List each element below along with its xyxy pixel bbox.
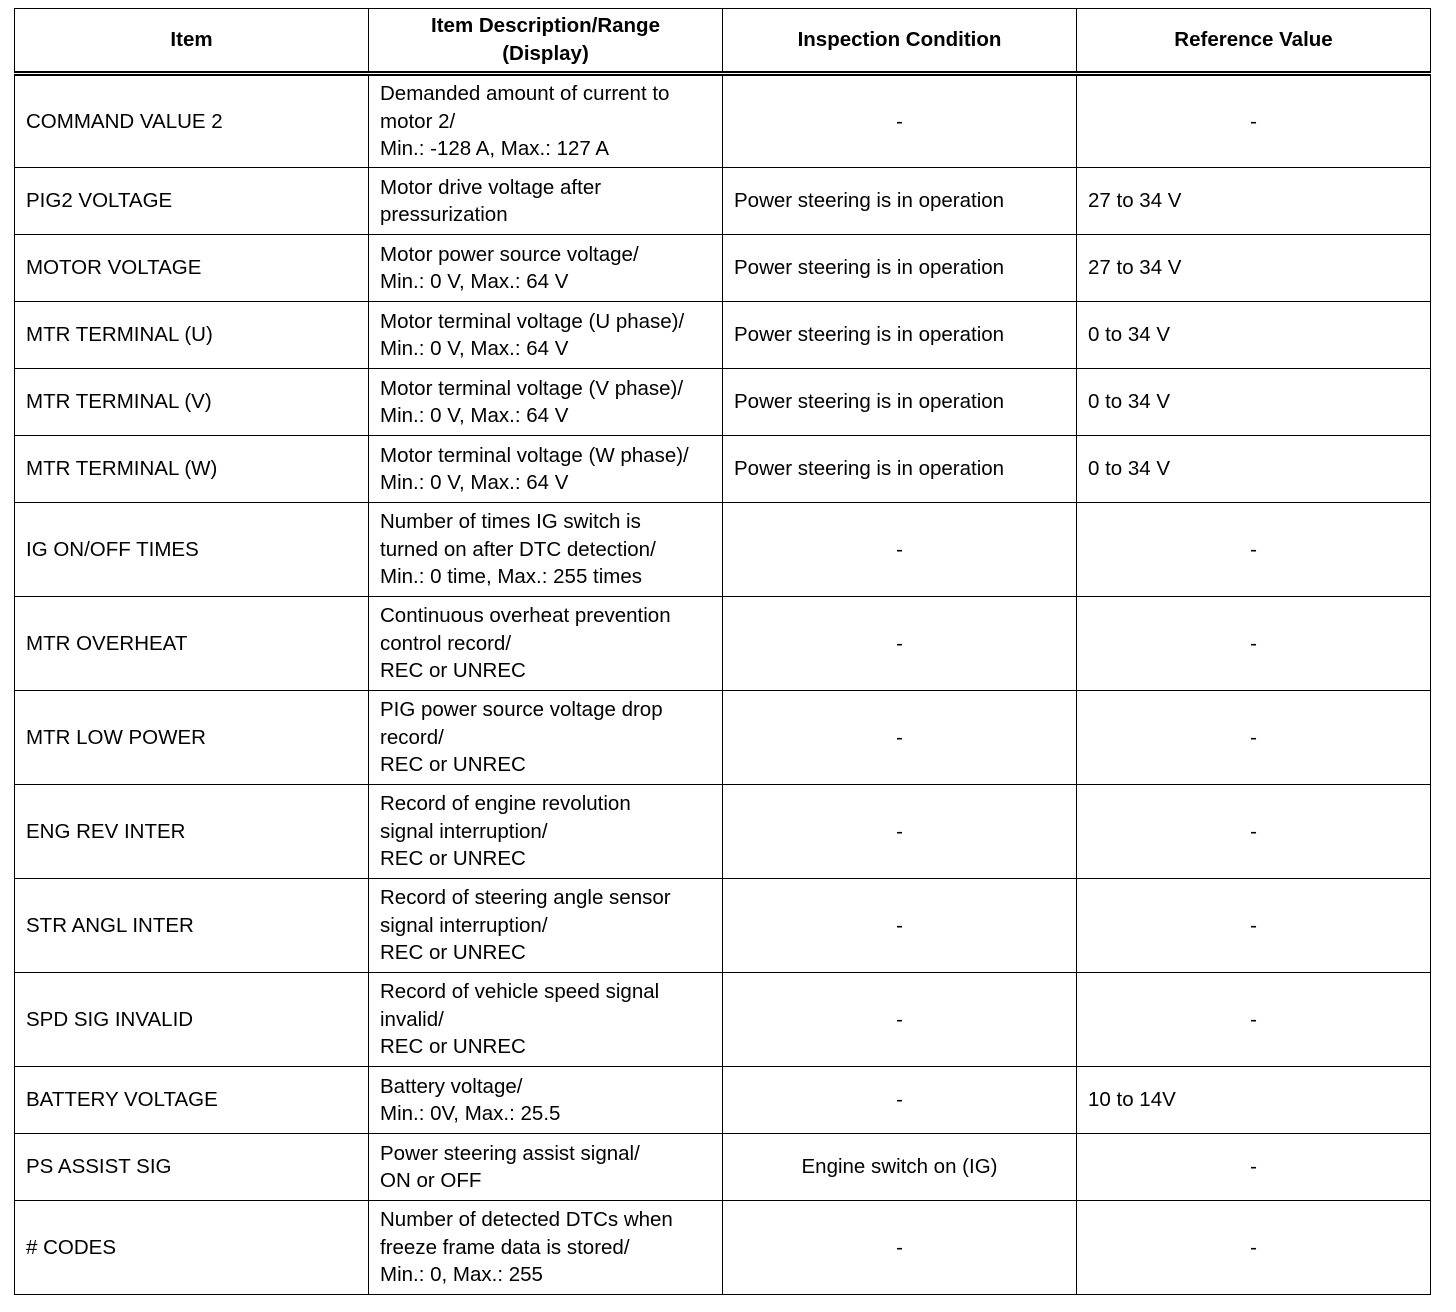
cell-description: Record of steering angle sensor signal interruption/ REC or UNREC [369, 879, 723, 973]
table-row [15, 302, 1431, 369]
cell-item: MTR TERMINAL (V) [15, 369, 369, 436]
table-row [15, 691, 1431, 785]
cell-reference: - [1077, 597, 1431, 691]
cell-reference: - [1077, 1201, 1431, 1295]
cell-reference: - [1077, 785, 1431, 879]
cell-description: Continuous overheat prevention control record/ REC or UNREC [369, 597, 723, 691]
header-reference: Reference Value [1077, 9, 1431, 74]
cell-condition: Engine switch on (IG) [723, 1134, 1077, 1201]
table-row [15, 235, 1431, 302]
cell-reference: - [1077, 74, 1431, 168]
cell-condition: Power steering is in operation [723, 369, 1077, 436]
cell-description: Motor drive voltage after pressurization [369, 168, 723, 235]
cell-condition: Power steering is in operation [723, 302, 1077, 369]
table-row [15, 74, 1431, 168]
cell-condition: - [723, 1201, 1077, 1295]
cell-reference: - [1077, 1134, 1431, 1201]
cell-condition: Power steering is in operation [723, 436, 1077, 503]
cell-item: SPD SIG INVALID [15, 973, 369, 1067]
cell-condition: - [723, 785, 1077, 879]
cell-reference: 0 to 34 V [1077, 369, 1431, 436]
cell-item: MTR TERMINAL (W) [15, 436, 369, 503]
cell-item: MTR LOW POWER [15, 691, 369, 785]
cell-description: PIG power source voltage drop record/ REC or UNREC [369, 691, 723, 785]
cell-description: Number of detected DTCs when freeze frame data is stored/ Min.: 0, Max.: 255 [369, 1201, 723, 1295]
cell-condition: - [723, 597, 1077, 691]
cell-description: Battery voltage/ Min.: 0V, Max.: 25.5 [369, 1067, 723, 1134]
cell-condition: Power steering is in operation [723, 235, 1077, 302]
table-row [15, 1134, 1431, 1201]
cell-description: Motor power source voltage/ Min.: 0 V, Max.: 64 V [369, 235, 723, 302]
cell-reference: - [1077, 973, 1431, 1067]
cell-description: Power steering assist signal/ ON or OFF [369, 1134, 723, 1201]
cell-condition: - [723, 691, 1077, 785]
table-row [15, 597, 1431, 691]
header-item: Item [15, 9, 369, 74]
cell-reference: - [1077, 879, 1431, 973]
cell-condition: - [723, 973, 1077, 1067]
cell-item: STR ANGL INTER [15, 879, 369, 973]
cell-description: Record of vehicle speed signal invalid/ REC or UNREC [369, 973, 723, 1067]
table-row [15, 785, 1431, 879]
cell-item: PIG2 VOLTAGE [15, 168, 369, 235]
table-row [15, 973, 1431, 1067]
cell-reference: 27 to 34 V [1077, 168, 1431, 235]
cell-reference: 27 to 34 V [1077, 235, 1431, 302]
cell-description: Number of times IG switch is turned on after DTC detection/ Min.: 0 time, Max.: 255 times [369, 503, 723, 597]
table-row [15, 168, 1431, 235]
header-row [15, 9, 1431, 74]
cell-item: COMMAND VALUE 2 [15, 74, 369, 168]
table-row [15, 879, 1431, 973]
cell-item: ENG REV INTER [15, 785, 369, 879]
cell-item: IG ON/OFF TIMES [15, 503, 369, 597]
cell-condition: - [723, 1067, 1077, 1134]
cell-reference: 10 to 14V [1077, 1067, 1431, 1134]
table-row [15, 369, 1431, 436]
cell-reference: 0 to 34 V [1077, 302, 1431, 369]
cell-description: Motor terminal voltage (U phase)/ Min.: 0 V, Max.: 64 V [369, 302, 723, 369]
table-header [15, 9, 1431, 74]
cell-description: Record of engine revolution signal interruption/ REC or UNREC [369, 785, 723, 879]
cell-reference: - [1077, 503, 1431, 597]
header-description: Item Description/Range (Display) [369, 9, 723, 74]
table-body [15, 74, 1431, 1295]
cell-reference: - [1077, 691, 1431, 785]
cell-description: Motor terminal voltage (V phase)/ Min.: 0 V, Max.: 64 V [369, 369, 723, 436]
table-row [15, 1067, 1431, 1134]
table-row [15, 503, 1431, 597]
cell-item: # CODES [15, 1201, 369, 1295]
cell-item: MOTOR VOLTAGE [15, 235, 369, 302]
cell-item: PS ASSIST SIG [15, 1134, 369, 1201]
cell-reference: 0 to 34 V [1077, 436, 1431, 503]
cell-item: BATTERY VOLTAGE [15, 1067, 369, 1134]
cell-item: MTR OVERHEAT [15, 597, 369, 691]
cell-condition: - [723, 879, 1077, 973]
header-condition: Inspection Condition [723, 9, 1077, 74]
table-row [15, 436, 1431, 503]
cell-condition: Power steering is in operation [723, 168, 1077, 235]
cell-condition: - [723, 503, 1077, 597]
table-row [15, 1201, 1431, 1295]
cell-condition: - [723, 74, 1077, 168]
data-list-table [14, 8, 1431, 1295]
cell-item: MTR TERMINAL (U) [15, 302, 369, 369]
cell-description: Motor terminal voltage (W phase)/ Min.: 0 V, Max.: 64 V [369, 436, 723, 503]
cell-description: Demanded amount of current to motor 2/ Min.: -128 A, Max.: 127 A [369, 74, 723, 168]
